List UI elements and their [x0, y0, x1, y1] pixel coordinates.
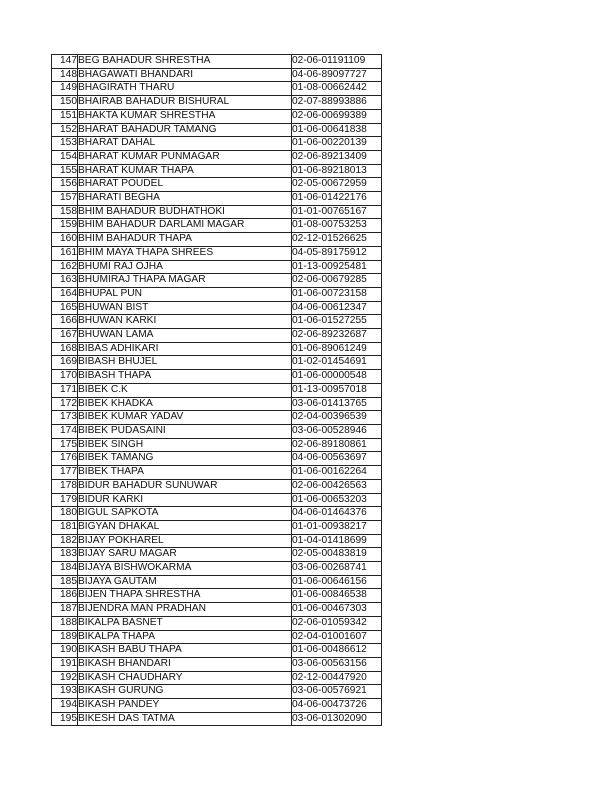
row-id: 03-06-01302090: [292, 712, 382, 726]
row-id: 04-06-89097727: [292, 68, 382, 82]
row-id: 03-06-00563156: [292, 657, 382, 671]
row-id: 01-06-00653203: [292, 493, 382, 507]
row-id: 01-02-01454691: [292, 356, 382, 370]
row-name: BIBAS ADHIKARI: [78, 342, 292, 356]
table-row: [52, 287, 382, 301]
row-id: 01-06-00162264: [292, 466, 382, 480]
row-number: 175: [52, 438, 78, 452]
table-row: [52, 96, 382, 110]
row-id: 02-06-89213409: [292, 150, 382, 164]
table-row: [52, 685, 382, 699]
table-row: [52, 479, 382, 493]
row-name: BHUPAL PUN: [78, 287, 292, 301]
table-row: [52, 329, 382, 343]
table-row: [52, 192, 382, 206]
table-row: [52, 55, 382, 69]
row-name: BIBEK C.K: [78, 383, 292, 397]
row-number: 178: [52, 479, 78, 493]
row-id: 02-05-00672959: [292, 178, 382, 192]
row-number: 179: [52, 493, 78, 507]
table-row: [52, 370, 382, 384]
row-number: 195: [52, 712, 78, 726]
row-number: 156: [52, 178, 78, 192]
row-id: 02-04-01001607: [292, 630, 382, 644]
row-number: 177: [52, 466, 78, 480]
row-number: 160: [52, 233, 78, 247]
table-row: [52, 301, 382, 315]
row-name: BIGYAN DHAKAL: [78, 520, 292, 534]
row-id: 02-06-01191109: [292, 55, 382, 69]
row-id: 04-06-01464376: [292, 507, 382, 521]
row-name: BIJEN THAPA SHRESTHA: [78, 589, 292, 603]
row-number: 181: [52, 520, 78, 534]
table-row: [52, 411, 382, 425]
row-id: 02-06-00426563: [292, 479, 382, 493]
row-number: 159: [52, 219, 78, 233]
row-id: 02-04-00396539: [292, 411, 382, 425]
row-number: 158: [52, 205, 78, 219]
table-row: [52, 438, 382, 452]
row-number: 149: [52, 82, 78, 96]
row-id: 04-06-00563697: [292, 452, 382, 466]
row-id: 01-06-00641838: [292, 123, 382, 137]
row-id: 01-06-00467303: [292, 603, 382, 617]
row-name: BHUWAN KARKI: [78, 315, 292, 329]
row-number: 163: [52, 274, 78, 288]
row-id: 01-06-01422176: [292, 192, 382, 206]
row-number: 184: [52, 562, 78, 576]
table-row: [52, 150, 382, 164]
row-name: BIBASH THAPA: [78, 370, 292, 384]
row-number: 190: [52, 644, 78, 658]
row-id: 03-06-01413765: [292, 397, 382, 411]
row-id: 01-01-00938217: [292, 520, 382, 534]
row-number: 167: [52, 329, 78, 343]
table-row: [52, 178, 382, 192]
table-row: [52, 589, 382, 603]
table-row: [52, 712, 382, 726]
row-number: 170: [52, 370, 78, 384]
row-id: 03-06-00576921: [292, 685, 382, 699]
row-name: BIKASH CHAUDHARY: [78, 671, 292, 685]
row-name: BIBEK KHADKA: [78, 397, 292, 411]
table-row: [52, 82, 382, 96]
table-row: [52, 137, 382, 151]
row-name: BIKALPA BASNET: [78, 616, 292, 630]
row-name: BIJENDRA MAN PRADHAN: [78, 603, 292, 617]
table-row: [52, 233, 382, 247]
table-row: [52, 164, 382, 178]
table-row: [52, 356, 382, 370]
table-row: [52, 507, 382, 521]
table-row: [52, 562, 382, 576]
row-name: BIKESH DAS TATMA: [78, 712, 292, 726]
row-name: BIBASH BHUJEL: [78, 356, 292, 370]
row-id: 01-08-00662442: [292, 82, 382, 96]
row-name: BHAKTA KUMAR SHRESTHA: [78, 109, 292, 123]
row-id: 01-06-00486612: [292, 644, 382, 658]
row-name: BHAGIRATH THARU: [78, 82, 292, 96]
row-id: 02-06-00699389: [292, 109, 382, 123]
table-row: [52, 205, 382, 219]
row-id: 01-06-00000548: [292, 370, 382, 384]
row-number: 185: [52, 575, 78, 589]
table-row: [52, 534, 382, 548]
row-name: BIKASH BHANDARI: [78, 657, 292, 671]
row-name: BHARAT KUMAR THAPA: [78, 164, 292, 178]
row-number: 186: [52, 589, 78, 603]
table-row: [52, 219, 382, 233]
row-number: 194: [52, 699, 78, 713]
row-name: BHUMI RAJ OJHA: [78, 260, 292, 274]
row-name: BHIM MAYA THAPA SHREES: [78, 246, 292, 260]
row-id: 04-05-89175912: [292, 246, 382, 260]
table-row: [52, 342, 382, 356]
row-number: 157: [52, 192, 78, 206]
table-row: [52, 68, 382, 82]
row-name: BIJAYA BISHWOKARMA: [78, 562, 292, 576]
row-number: 155: [52, 164, 78, 178]
table-row: [52, 644, 382, 658]
row-number: 165: [52, 301, 78, 315]
row-number: 188: [52, 616, 78, 630]
row-number: 169: [52, 356, 78, 370]
row-name: BIDUR BAHADUR SUNUWAR: [78, 479, 292, 493]
row-id: 01-01-00765167: [292, 205, 382, 219]
table-row: [52, 630, 382, 644]
row-id: 01-06-89061249: [292, 342, 382, 356]
row-number: 192: [52, 671, 78, 685]
table-row: [52, 493, 382, 507]
row-name: BHUMIRAJ THAPA MAGAR: [78, 274, 292, 288]
table-row: [52, 260, 382, 274]
row-id: 01-13-00957018: [292, 383, 382, 397]
records-table: [51, 54, 382, 726]
row-id: 01-06-00646156: [292, 575, 382, 589]
row-id: 01-04-01418699: [292, 534, 382, 548]
table-row: [52, 657, 382, 671]
row-number: 168: [52, 342, 78, 356]
row-number: 174: [52, 424, 78, 438]
row-number: 182: [52, 534, 78, 548]
row-number: 191: [52, 657, 78, 671]
row-number: 153: [52, 137, 78, 151]
row-id: 02-06-00679285: [292, 274, 382, 288]
row-number: 150: [52, 96, 78, 110]
row-name: BHIM BAHADUR THAPA: [78, 233, 292, 247]
row-number: 173: [52, 411, 78, 425]
row-number: 171: [52, 383, 78, 397]
row-id: 03-06-00268741: [292, 562, 382, 576]
row-name: BHUWAN LAMA: [78, 329, 292, 343]
table-row: [52, 520, 382, 534]
row-id: 02-06-01059342: [292, 616, 382, 630]
table-row: [52, 548, 382, 562]
row-number: 183: [52, 548, 78, 562]
row-number: 154: [52, 150, 78, 164]
row-number: 148: [52, 68, 78, 82]
table-row: [52, 274, 382, 288]
row-id: 02-07-88993886: [292, 96, 382, 110]
row-name: BHAGAWATI BHANDARI: [78, 68, 292, 82]
row-number: 162: [52, 260, 78, 274]
row-name: BHAIRAB BAHADUR BISHURAL: [78, 96, 292, 110]
table-row: [52, 452, 382, 466]
row-id: 01-06-00220139: [292, 137, 382, 151]
row-id: 01-13-00925481: [292, 260, 382, 274]
row-name: BIKASH PANDEY: [78, 699, 292, 713]
row-number: 172: [52, 397, 78, 411]
row-name: BIBEK SINGH: [78, 438, 292, 452]
row-name: BHARATI BEGHA: [78, 192, 292, 206]
row-name: BHARAT KUMAR PUNMAGAR: [78, 150, 292, 164]
table-row: [52, 383, 382, 397]
row-name: BHIM BAHADUR BUDHATHOKI: [78, 205, 292, 219]
table-row: [52, 397, 382, 411]
row-id: 02-12-01526625: [292, 233, 382, 247]
row-name: BIBEK THAPA: [78, 466, 292, 480]
row-name: BIDUR KARKI: [78, 493, 292, 507]
row-number: 152: [52, 123, 78, 137]
row-number: 176: [52, 452, 78, 466]
table-row: [52, 315, 382, 329]
row-name: BIGUL SAPKOTA: [78, 507, 292, 521]
row-name: BHARAT POUDEL: [78, 178, 292, 192]
row-name: BIKALPA THAPA: [78, 630, 292, 644]
row-id: 01-06-89218013: [292, 164, 382, 178]
records-table-body: [52, 55, 382, 726]
row-id: 04-06-00473726: [292, 699, 382, 713]
row-name: BIBEK PUDASAINI: [78, 424, 292, 438]
row-name: BIKASH GURUNG: [78, 685, 292, 699]
row-id: 03-06-00528946: [292, 424, 382, 438]
row-number: 193: [52, 685, 78, 699]
row-number: 187: [52, 603, 78, 617]
table-row: [52, 603, 382, 617]
table-row: [52, 466, 382, 480]
row-id: 02-05-00483819: [292, 548, 382, 562]
row-number: 189: [52, 630, 78, 644]
row-number: 151: [52, 109, 78, 123]
table-row: [52, 109, 382, 123]
row-number: 180: [52, 507, 78, 521]
table-row: [52, 671, 382, 685]
row-name: BIJAY POKHAREL: [78, 534, 292, 548]
row-id: 02-06-89232687: [292, 329, 382, 343]
row-number: 161: [52, 246, 78, 260]
table-row: [52, 123, 382, 137]
row-name: BHARAT DAHAL: [78, 137, 292, 151]
row-id: 02-12-00447920: [292, 671, 382, 685]
row-id: 01-06-00723158: [292, 287, 382, 301]
row-id: 01-06-01527255: [292, 315, 382, 329]
row-number: 166: [52, 315, 78, 329]
row-name: BIBEK TAMANG: [78, 452, 292, 466]
row-name: BIJAYA GAUTAM: [78, 575, 292, 589]
table-row: [52, 424, 382, 438]
row-id: 01-08-00753253: [292, 219, 382, 233]
table-row: [52, 699, 382, 713]
row-id: 01-06-00846538: [292, 589, 382, 603]
row-name: BEG BAHADUR SHRESTHA: [78, 55, 292, 69]
row-name: BHUWAN BIST: [78, 301, 292, 315]
row-number: 147: [52, 55, 78, 69]
table-row: [52, 616, 382, 630]
row-name: BHIM BAHADUR DARLAMI MAGAR: [78, 219, 292, 233]
row-name: BHARAT BAHADUR TAMANG: [78, 123, 292, 137]
row-name: BIKASH BABU THAPA: [78, 644, 292, 658]
row-id: 02-06-89180861: [292, 438, 382, 452]
table-row: [52, 246, 382, 260]
row-id: 04-06-00612347: [292, 301, 382, 315]
row-name: BIJAY SARU MAGAR: [78, 548, 292, 562]
row-name: BIBEK KUMAR YADAV: [78, 411, 292, 425]
row-number: 164: [52, 287, 78, 301]
table-row: [52, 575, 382, 589]
